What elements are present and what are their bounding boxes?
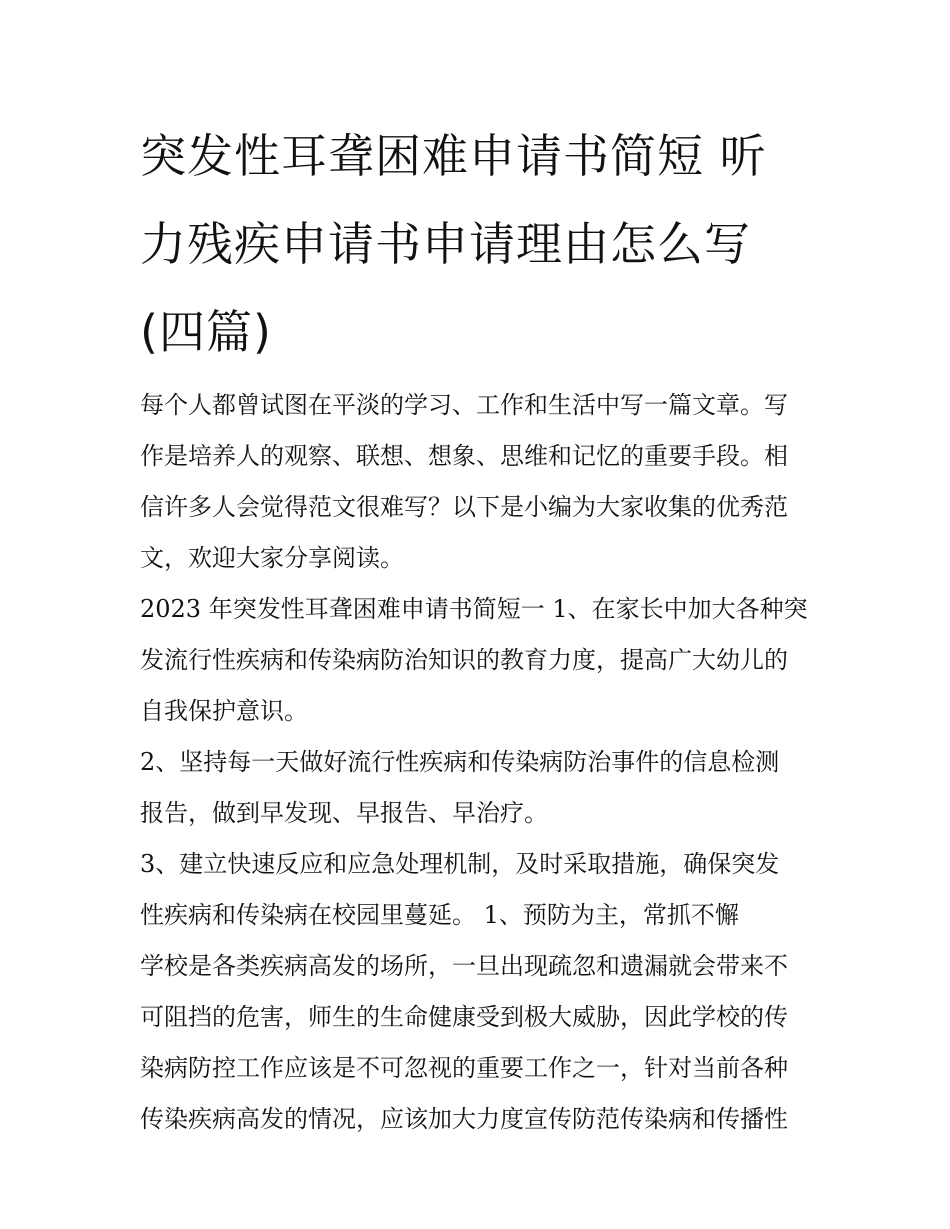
- title-line: 突发性耳聋困难申请书简短 听: [140, 129, 767, 183]
- paragraph-item-1: [140, 584, 812, 737]
- paragraph-line: 2、坚持每一天做好流行性疾病和传染病防治事件的信息检测: [140, 748, 780, 776]
- paragraph-line: 3、建立快速反应和应急处理机制，及时采取措施，确保突发: [140, 850, 780, 878]
- paragraph-line: 可阻挡的危害，师生的生命健康受到极大威胁，因此学校的传: [140, 1003, 788, 1031]
- title-line: 力残疾申请书申请理由怎么写: [140, 217, 751, 271]
- paragraph-line: 2023 年突发性耳聋困难申请书简短一 1、在家长中加大各种突: [140, 595, 808, 623]
- paragraph-item-2: [140, 737, 812, 839]
- paragraph-line: 每个人都曾试图在平淡的学习、工作和生活中写一篇文章。写: [140, 391, 788, 419]
- paragraph-line: 信许多人会觉得范文很难写？以下是小编为大家收集的优秀范: [140, 493, 788, 521]
- paragraph-line: 自我保护意识。: [140, 697, 308, 725]
- paragraph-line: 作是培养人的观察、联想、想象、思维和记忆的重要手段。相: [140, 442, 788, 470]
- paragraph-intro: [140, 380, 812, 584]
- paragraph-body: [140, 941, 812, 1145]
- paragraph-line: 报告，做到早发现、早报告、早治疗。: [140, 799, 548, 827]
- document-title: [140, 112, 812, 376]
- paragraph-line: 染病防控工作应该是不可忽视的重要工作之一，针对当前各种: [140, 1054, 788, 1082]
- paragraph-line: 发流行性疾病和传染病防治知识的教育力度，提高广大幼儿的: [140, 646, 788, 674]
- paragraph-line: 性疾病和传染病在校园里蔓延。 1、预防为主，常抓不懈: [140, 901, 739, 929]
- paragraph-line: 文，欢迎大家分享阅读。: [140, 544, 404, 572]
- paragraph-line: 学校是各类疾病高发的场所，一旦出现疏忽和遗漏就会带来不: [140, 952, 788, 980]
- title-line: (四篇): [140, 305, 272, 359]
- paragraph-item-3: [140, 839, 812, 941]
- paragraph-line: 传染疾病高发的情况，应该加大力度宣传防范传染病和传播性: [140, 1105, 788, 1133]
- document-page: [140, 112, 812, 1145]
